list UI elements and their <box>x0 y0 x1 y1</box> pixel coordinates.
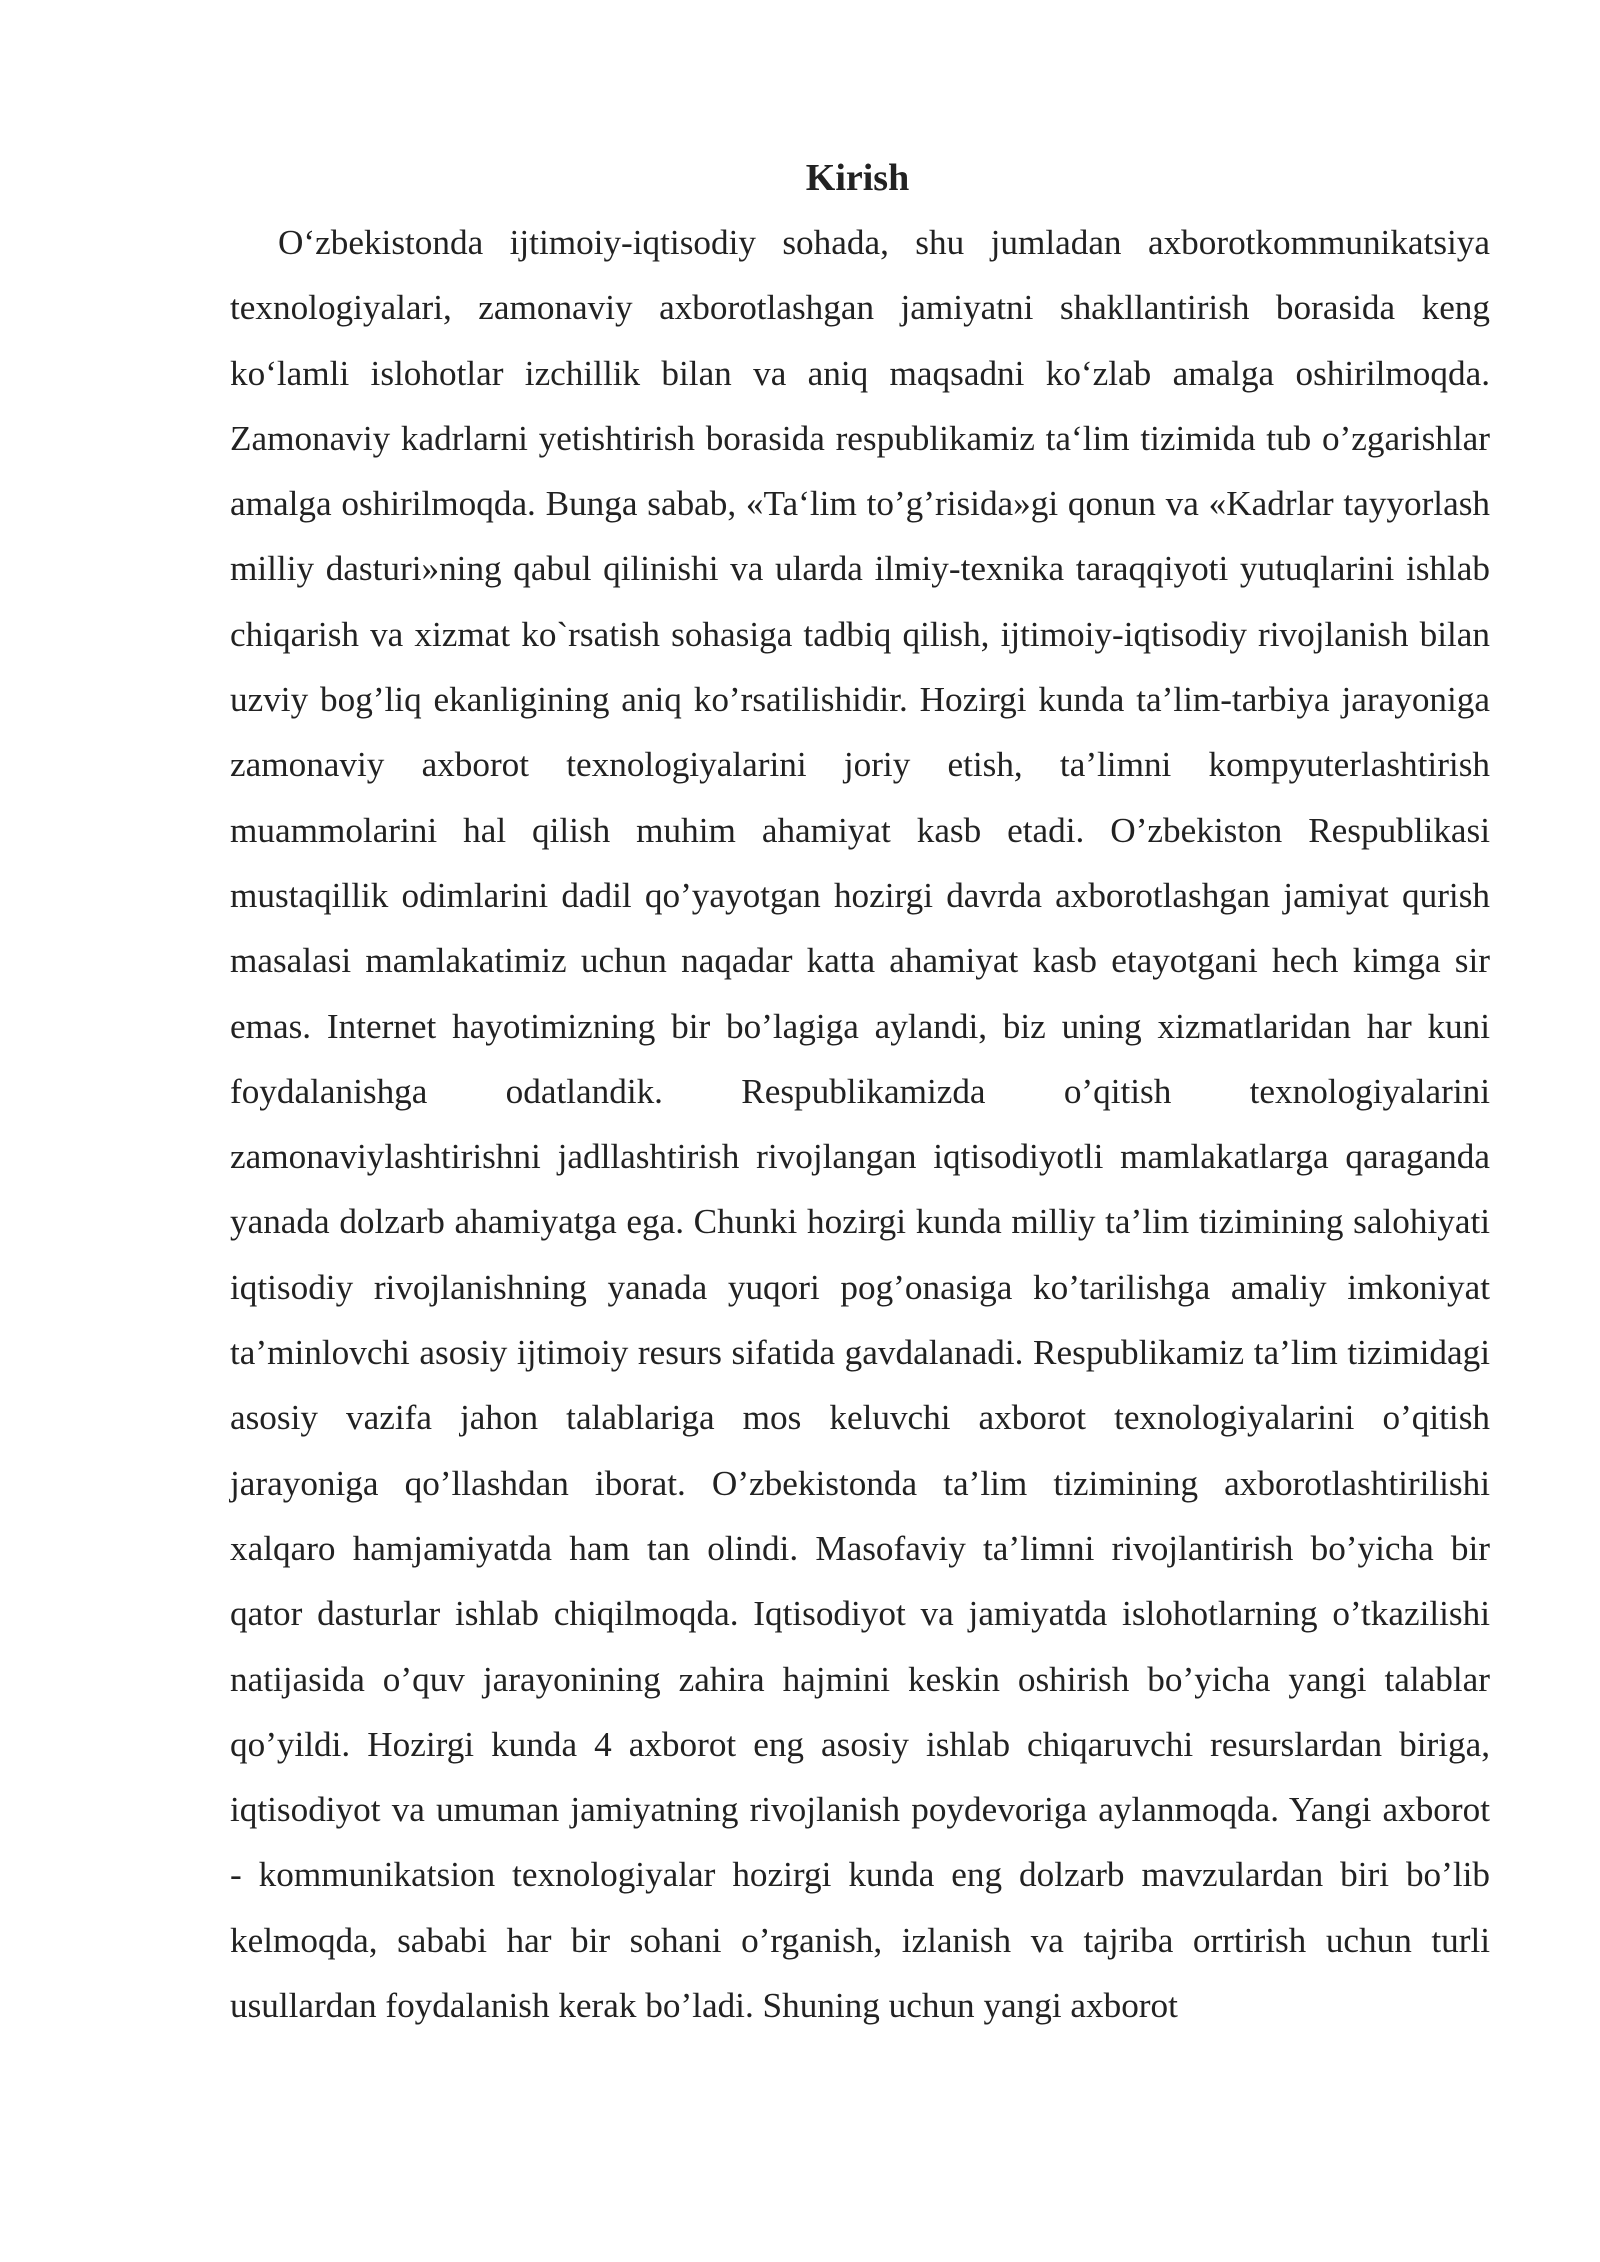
body-paragraph: O‘zbekistonda ijtimoiy-iqtisodiy sohada, shu jumladan axborotkommunikatsiya texnologiyalari, zamonaviy axborotlashgan jamiyatni shakllantirish borasida keng ko‘lamli islohotlar izchillik bilan va aniq maqsadni ko‘zlab amalga oshirilmoqda. Zamonaviy kadrlarni yetishtirish borasida respublikamiz ta‘lim tizimida tub o’zgarishlar amalga oshirilmoqda. Bunga sabab, «Ta‘lim to’g’risida»gi qonun va «Kadrlar tayyorlash milliy dasturi»ning qabul qilinishi va ularda ilmiy-texnika taraqqiyoti yutuqlarini ishlab chiqarish va xizmat ko`rsatish sohasiga tadbiq qilish, ijtimoiy-iqtisodiy rivojlanish bilan uzviy bog’liq ekanligining aniq ko’rsatilishidir. Hozirgi kunda ta’lim-tarbiya jarayoniga zamonaviy axborot texnologiyalarini joriy etish, ta’limni kompyuterlashtirish muammolarini hal qilish muhim ahamiyat kasb etadi. O’zbekiston Respublikasi mustaqillik odimlarini dadil qo’yayotgan hozirgi davrda axborotlashgan jamiyat qurish masalasi mamlakatimiz uchun naqadar katta ahamiyat kasb etayotgani hech kimga sir emas. Internet hayotimizning bir bo’lagiga aylandi, biz uning xizmatlaridan har kuni foydalanishga odatlandik. Respublikamizda o’qitish texnologiyalarini zamonaviylashtirishni jadllashtirish rivojlangan iqtisodiyotli mamlakatlarga qaraganda yanada dolzarb ahamiyatga ega. Chunki hozirgi kunda milliy ta’lim tizimining salohiyati iqtisodiy rivojlanishning yanada yuqori pog’onasiga ko’tarilishga amaliy imkoniyat ta’minlovchi asosiy ijtimoiy resurs sifatida gavdalanadi. Respublikamiz ta’lim tizimidagi asosiy vazifa jahon talablariga mos keluvchi axborot texnologiyalarini o’qitish jarayoniga qo’llashdan iborat. O’zbekistonda ta’lim tizimining axborotlashtirilishi xalqaro hamjamiyatda ham tan olindi. Masofaviy ta’limni rivojlantirish bo’yicha bir qator dasturlar ishlab chiqilmoqda. Iqtisodiyot va jamiyatda islohotlarning o’tkazilishi natijasida o’quv jarayonining zahira hajmini keskin oshirish bo’yicha yangi talablar qo’yildi. Hozirgi kunda 4 axborot eng asosiy ishlab chiqaruvchi resurslardan biriga, iqtisodiyot va umuman jamiyatning rivojlanish poydevoriga aylanmoqda. Yangi axborot - kommunikatsion texnologiyalar hozirgi kunda eng dolzarb mavzulardan biri bo’lib kelmoqda, sababi har bir sohani o’rganish, izlanish va tajriba orrtirish uchun turli usullardan foydalanish kerak bo’ladi. Shuning uchun yangi axborot <box>230 223 1490 2026</box>
document-title: Kirish <box>805 157 910 199</box>
